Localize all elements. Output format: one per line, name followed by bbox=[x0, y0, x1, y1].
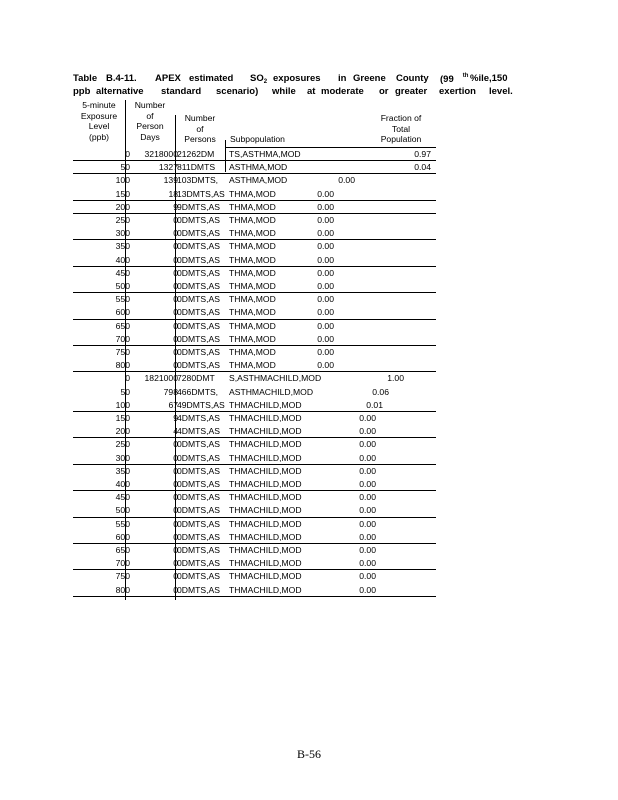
cell-persons: 103DMTS, bbox=[177, 175, 219, 186]
cell-persons: 0DMTS,AS bbox=[177, 452, 220, 463]
cell-person-days: 0 bbox=[173, 241, 178, 252]
caption-word: estimated bbox=[189, 73, 234, 84]
cell-exposure-level: 750 bbox=[115, 347, 130, 357]
cell-exposure-level: 400 bbox=[115, 479, 130, 489]
cell-exposure-level: 50 bbox=[120, 162, 130, 173]
cell-persons: 0DMTS,AS bbox=[177, 215, 220, 225]
row-divider bbox=[73, 239, 436, 240]
page-number: B-56 bbox=[297, 747, 321, 761]
cell-fraction: 0.00 bbox=[317, 307, 334, 318]
cell-subpopulation: THMA,MOD bbox=[229, 201, 276, 212]
cell-person-days: 18 bbox=[168, 188, 178, 199]
cell-persons: 0DMTS,AS bbox=[177, 267, 220, 278]
cell-fraction: 0.00 bbox=[359, 439, 376, 450]
cell-person-days: 9 bbox=[173, 201, 178, 212]
header-text: Persons bbox=[184, 134, 216, 145]
cell-person-days: 0 bbox=[173, 492, 178, 503]
cell-persons: 9DMTS,AS bbox=[177, 201, 220, 212]
cell-persons: 0DMTS,AS bbox=[177, 228, 220, 239]
cell-persons: 0DMTS,AS bbox=[177, 320, 220, 331]
cell-persons: 0DMTS,AS bbox=[177, 531, 220, 542]
cell-fraction: 0.00 bbox=[317, 281, 334, 291]
cell-subpopulation: THMACHILD,MOD bbox=[229, 545, 302, 555]
cell-person-days: 1327 bbox=[158, 162, 178, 173]
row-divider bbox=[73, 517, 436, 518]
cell-persons: 0DMTS,AS bbox=[177, 254, 220, 265]
caption-99: (99 bbox=[440, 74, 454, 85]
table-row bbox=[73, 465, 436, 478]
row-divider bbox=[73, 596, 436, 597]
cell-fraction: 0.00 bbox=[338, 175, 355, 186]
cell-person-days: 0 bbox=[173, 479, 178, 489]
cell-persons: 21262DM bbox=[177, 149, 215, 159]
caption-word: in bbox=[338, 73, 347, 84]
cell-exposure-level: 350 bbox=[115, 241, 130, 252]
header-person-days bbox=[125, 100, 175, 142]
cell-exposure-level: 300 bbox=[115, 228, 130, 239]
header-text: 5-minute bbox=[82, 100, 116, 110]
cell-persons: 0DMTS,AS bbox=[177, 584, 220, 595]
cell-persons: 0DMTS,AS bbox=[177, 465, 220, 476]
row-divider bbox=[73, 411, 436, 412]
cell-subpopulation: THMACHILD,MOD bbox=[229, 399, 302, 410]
cell-exposure-level: 650 bbox=[115, 320, 130, 331]
cell-fraction: 0.00 bbox=[359, 571, 376, 582]
cell-fraction: 0.00 bbox=[359, 413, 376, 423]
cell-person-days: 798 bbox=[163, 386, 178, 397]
cell-persons: 0DMTS,AS bbox=[177, 360, 220, 371]
row-divider bbox=[73, 173, 436, 174]
caption-word: ppb bbox=[73, 86, 91, 97]
cell-fraction: 0.00 bbox=[317, 201, 334, 212]
cell-exposure-level: 550 bbox=[115, 518, 130, 529]
cell-person-days: 1821000 bbox=[144, 373, 178, 384]
cell-exposure-level: 0 bbox=[125, 373, 130, 384]
header-text: Number bbox=[184, 113, 216, 123]
cell-exposure-level: 600 bbox=[115, 531, 130, 542]
cell-subpopulation: THMACHILD,MOD bbox=[229, 558, 302, 569]
cell-subpopulation: THMA,MOD bbox=[229, 360, 276, 371]
caption-word: while bbox=[272, 86, 296, 97]
cell-persons: 0DMTS,AS bbox=[177, 505, 220, 516]
cell-person-days: 0 bbox=[173, 531, 178, 542]
table-row bbox=[73, 584, 436, 597]
table-row bbox=[73, 214, 436, 227]
cell-fraction: 0.00 bbox=[317, 320, 334, 331]
cell-subpopulation: THMACHILD,MOD bbox=[229, 571, 302, 582]
cell-subpopulation: THMA,MOD bbox=[229, 347, 276, 357]
table-row bbox=[73, 333, 436, 346]
cell-subpopulation: THMA,MOD bbox=[229, 241, 276, 252]
cell-subpopulation: THMACHILD,MOD bbox=[229, 452, 302, 463]
header-text: of bbox=[146, 110, 154, 121]
cell-person-days: 139 bbox=[163, 175, 178, 186]
cell-exposure-level: 400 bbox=[115, 254, 130, 265]
cell-fraction: 0.00 bbox=[359, 531, 376, 542]
cell-persons: 0DMTS,AS bbox=[177, 294, 220, 305]
cell-exposure-level: 700 bbox=[115, 558, 130, 569]
header-subpopulation bbox=[230, 134, 285, 145]
cell-fraction: 0.00 bbox=[359, 545, 376, 555]
table-row bbox=[73, 306, 436, 319]
row-divider bbox=[73, 464, 436, 465]
header-text: Person bbox=[136, 121, 164, 132]
caption-word: standard bbox=[161, 86, 202, 97]
cell-persons: 0DMTS,AS bbox=[177, 492, 220, 503]
header-text: Exposure bbox=[80, 110, 118, 121]
cell-fraction: 0.00 bbox=[317, 333, 334, 344]
caption-word: scenario) bbox=[216, 86, 259, 97]
cell-person-days: 0 bbox=[173, 545, 178, 555]
cell-fraction: 0.97 bbox=[414, 149, 431, 159]
caption-word: at bbox=[307, 86, 316, 97]
cell-subpopulation: THMACHILD,MOD bbox=[229, 413, 302, 423]
cell-person-days: 0 bbox=[173, 333, 178, 344]
cell-exposure-level: 50 bbox=[120, 386, 130, 397]
header-text: Days bbox=[140, 131, 160, 142]
cell-fraction: 0.00 bbox=[317, 254, 334, 265]
header-text: Population bbox=[380, 134, 422, 145]
cell-fraction: 0.00 bbox=[359, 518, 376, 529]
cell-persons: 0DMTS,AS bbox=[177, 518, 220, 529]
row-divider bbox=[73, 319, 436, 320]
cell-subpopulation: ASTHMA,MOD bbox=[229, 175, 288, 186]
cell-subpopulation: ASTHMACHILD,MOD bbox=[229, 386, 314, 397]
table-row bbox=[73, 531, 436, 544]
cell-person-days: 0 bbox=[173, 281, 178, 291]
cell-exposure-level: 150 bbox=[115, 413, 130, 423]
header-text: (ppb) bbox=[88, 131, 110, 142]
cell-fraction: 0.00 bbox=[359, 505, 376, 516]
header-text: Level bbox=[88, 121, 110, 132]
cell-exposure-level: 650 bbox=[115, 545, 130, 555]
cell-person-days: 67 bbox=[168, 399, 178, 410]
cell-subpopulation: THMA,MOD bbox=[229, 267, 276, 278]
table-row bbox=[73, 491, 436, 504]
cell-fraction: 0.00 bbox=[359, 558, 376, 569]
header-text: of bbox=[196, 123, 204, 134]
caption-so: SO bbox=[250, 73, 264, 84]
cell-subpopulation: THMACHILD,MOD bbox=[229, 439, 302, 450]
cell-persons: 0DMTS,AS bbox=[177, 333, 220, 344]
table-row bbox=[73, 188, 436, 201]
header-text: Fraction of bbox=[380, 113, 422, 123]
caption-word: Table bbox=[73, 73, 98, 84]
cell-subpopulation: THMACHILD,MOD bbox=[229, 518, 302, 529]
cell-fraction: 0.00 bbox=[317, 360, 334, 371]
caption-word: moderate bbox=[321, 86, 364, 97]
cell-subpopulation: THMACHILD,MOD bbox=[229, 426, 302, 437]
table-row bbox=[73, 438, 436, 451]
table-row bbox=[73, 267, 436, 280]
table-row bbox=[73, 412, 436, 425]
cell-fraction: 0.00 bbox=[317, 188, 334, 199]
table-row bbox=[73, 174, 436, 187]
cell-person-days: 0 bbox=[173, 294, 178, 305]
row-divider bbox=[73, 345, 436, 346]
cell-subpopulation: THMACHILD,MOD bbox=[229, 584, 302, 595]
cell-persons: 0DMTS,AS bbox=[177, 545, 220, 555]
table-row bbox=[73, 320, 436, 333]
cell-persons: 811DMTS bbox=[177, 162, 216, 173]
cell-fraction: 0.00 bbox=[317, 241, 334, 252]
caption-word: exposures bbox=[273, 73, 321, 84]
caption-subscript: 2 bbox=[263, 79, 268, 85]
table-row bbox=[73, 544, 436, 557]
cell-exposure-level: 250 bbox=[115, 215, 130, 225]
cell-subpopulation: S,ASTHMACHILD,MOD bbox=[229, 373, 322, 384]
cell-person-days: 0 bbox=[173, 307, 178, 318]
cell-subpopulation: ASTHMA,MOD bbox=[229, 162, 288, 173]
cell-subpopulation: THMA,MOD bbox=[229, 281, 276, 291]
cell-person-days: 0 bbox=[173, 452, 178, 463]
table-row bbox=[73, 346, 436, 359]
cell-persons: 49DMTS,AS bbox=[177, 399, 225, 410]
table-row bbox=[73, 425, 436, 438]
cell-subpopulation: THMACHILD,MOD bbox=[229, 479, 302, 489]
cell-exposure-level: 300 bbox=[115, 452, 130, 463]
table-row bbox=[73, 452, 436, 465]
header-persons bbox=[175, 113, 225, 145]
cell-exposure-level: 200 bbox=[115, 201, 130, 212]
table-row bbox=[73, 280, 436, 293]
table-row bbox=[73, 504, 436, 517]
cell-exposure-level: 200 bbox=[115, 426, 130, 437]
cell-exposure-level: 500 bbox=[115, 505, 130, 516]
cell-subpopulation: THMA,MOD bbox=[229, 188, 276, 199]
row-divider bbox=[73, 437, 436, 438]
cell-persons: 0DMTS,AS bbox=[177, 479, 220, 489]
header-text: Total bbox=[391, 123, 411, 134]
cell-persons: 0DMTS,AS bbox=[177, 347, 220, 357]
cell-subpopulation: THMA,MOD bbox=[229, 307, 276, 318]
cell-fraction: 0.00 bbox=[317, 215, 334, 225]
cell-person-days: 0 bbox=[173, 558, 178, 569]
cell-fraction: 1.00 bbox=[387, 373, 404, 384]
table-row bbox=[73, 240, 436, 253]
cell-persons: 13DMTS,AS bbox=[177, 188, 225, 199]
cell-exposure-level: 350 bbox=[115, 465, 130, 476]
caption-word: Greene bbox=[353, 73, 386, 84]
cell-subpopulation: THMA,MOD bbox=[229, 254, 276, 265]
cell-subpopulation: THMA,MOD bbox=[229, 215, 276, 225]
row-divider bbox=[73, 160, 436, 161]
cell-person-days: 9 bbox=[173, 413, 178, 423]
cell-persons: 0DMTS,AS bbox=[177, 558, 220, 569]
cell-exposure-level: 800 bbox=[115, 360, 130, 371]
cell-fraction: 0.00 bbox=[359, 479, 376, 489]
table-row bbox=[73, 372, 436, 385]
cell-fraction: 0.00 bbox=[359, 426, 376, 437]
table-row bbox=[73, 254, 436, 267]
cell-exposure-level: 800 bbox=[115, 584, 130, 595]
table-caption bbox=[73, 73, 513, 99]
cell-subpopulation: THMACHILD,MOD bbox=[229, 505, 302, 516]
cell-exposure-level: 150 bbox=[115, 188, 130, 199]
table-row bbox=[73, 227, 436, 240]
cell-exposure-level: 550 bbox=[115, 294, 130, 305]
cell-exposure-level: 450 bbox=[115, 267, 130, 278]
cell-person-days: 4 bbox=[173, 426, 178, 437]
caption-line-2 bbox=[73, 86, 513, 99]
cell-fraction: 0.04 bbox=[414, 162, 431, 173]
cell-subpopulation: THMA,MOD bbox=[229, 228, 276, 239]
cell-person-days: 0 bbox=[173, 267, 178, 278]
cell-persons: 7280DMT bbox=[177, 373, 215, 384]
table-row bbox=[73, 201, 436, 214]
cell-persons: 4DMTS,AS bbox=[177, 413, 220, 423]
table-row bbox=[73, 359, 436, 372]
table-row bbox=[73, 478, 436, 491]
row-divider bbox=[73, 543, 436, 544]
cell-exposure-level: 100 bbox=[115, 399, 130, 410]
cell-persons: 0DMTS,AS bbox=[177, 241, 220, 252]
caption-word: or bbox=[379, 86, 389, 97]
row-divider bbox=[73, 200, 436, 201]
cell-fraction: 0.00 bbox=[359, 465, 376, 476]
cell-person-days: 0 bbox=[173, 254, 178, 265]
row-divider bbox=[73, 213, 436, 214]
table-row bbox=[73, 148, 436, 161]
row-divider bbox=[73, 266, 436, 267]
cell-persons: 0DMTS,AS bbox=[177, 571, 220, 582]
caption-word: alternative bbox=[96, 86, 144, 97]
cell-subpopulation: THMA,MOD bbox=[229, 294, 276, 305]
table-row bbox=[73, 557, 436, 570]
cell-persons: 4DMTS,AS bbox=[177, 426, 220, 437]
cell-subpopulation: TS,ASTHMA,MOD bbox=[229, 149, 301, 159]
cell-fraction: 0.00 bbox=[359, 452, 376, 463]
cell-person-days: 0 bbox=[173, 584, 178, 595]
header-text: Subpopulation bbox=[230, 134, 285, 144]
cell-person-days: 0 bbox=[173, 360, 178, 371]
caption-word: APEX bbox=[155, 73, 181, 84]
cell-persons: 0DMTS,AS bbox=[177, 439, 220, 450]
cell-person-days: 0 bbox=[173, 571, 178, 582]
cell-exposure-level: 100 bbox=[115, 175, 130, 186]
cell-exposure-level: 500 bbox=[115, 281, 130, 291]
caption-superscript: th bbox=[462, 73, 469, 79]
caption-word: B.4-11. bbox=[106, 73, 137, 84]
header-exposure-level bbox=[73, 100, 125, 142]
cell-exposure-level: 750 bbox=[115, 571, 130, 582]
row-divider bbox=[73, 490, 436, 491]
cell-exposure-level: 600 bbox=[115, 307, 130, 318]
caption-word: exertion bbox=[439, 86, 476, 97]
cell-person-days: 0 bbox=[173, 518, 178, 529]
cell-fraction: 0.00 bbox=[317, 228, 334, 239]
table-row bbox=[73, 293, 436, 306]
caption-word bbox=[440, 73, 468, 85]
cell-exposure-level: 250 bbox=[115, 439, 130, 450]
cell-fraction: 0.00 bbox=[317, 294, 334, 305]
caption-word bbox=[250, 73, 267, 85]
table-row bbox=[73, 518, 436, 531]
cell-persons: 466DMTS, bbox=[177, 386, 219, 397]
cell-subpopulation: THMACHILD,MOD bbox=[229, 465, 302, 476]
cell-person-days: 0 bbox=[173, 320, 178, 331]
cell-fraction: 0.00 bbox=[359, 584, 376, 595]
caption-word: level. bbox=[489, 86, 513, 97]
table-row bbox=[73, 399, 436, 412]
caption-word: County bbox=[396, 73, 429, 84]
row-divider bbox=[73, 569, 436, 570]
row-divider bbox=[73, 371, 436, 372]
caption-word: %ile,150 bbox=[470, 73, 508, 84]
cell-person-days: 0 bbox=[173, 439, 178, 450]
cell-subpopulation: THMA,MOD bbox=[229, 333, 276, 344]
cell-person-days: 0 bbox=[173, 347, 178, 357]
cell-subpopulation: THMA,MOD bbox=[229, 320, 276, 331]
table-row bbox=[73, 161, 436, 174]
cell-person-days: 0 bbox=[173, 505, 178, 516]
cell-subpopulation: THMACHILD,MOD bbox=[229, 492, 302, 503]
cell-exposure-level: 0 bbox=[125, 149, 130, 159]
cell-exposure-level: 700 bbox=[115, 333, 130, 344]
cell-person-days: 0 bbox=[173, 215, 178, 225]
cell-fraction: 0.00 bbox=[317, 347, 334, 357]
cell-fraction: 0.06 bbox=[372, 386, 389, 397]
cell-person-days: 0 bbox=[173, 465, 178, 476]
cell-fraction: 0.00 bbox=[317, 267, 334, 278]
cell-exposure-level: 450 bbox=[115, 492, 130, 503]
cell-subpopulation: THMACHILD,MOD bbox=[229, 531, 302, 542]
cell-person-days: 3218000 bbox=[144, 149, 178, 159]
header-fraction bbox=[365, 113, 437, 145]
table-row bbox=[73, 386, 436, 399]
table-row bbox=[73, 570, 436, 583]
cell-fraction: 0.00 bbox=[359, 492, 376, 503]
row-divider bbox=[225, 147, 436, 148]
caption-line-1 bbox=[73, 73, 513, 86]
cell-fraction: 0.01 bbox=[366, 399, 383, 410]
header-text: Number bbox=[134, 100, 166, 110]
row-divider bbox=[73, 292, 436, 293]
caption-word: greater bbox=[395, 86, 428, 97]
cell-persons: 0DMTS,AS bbox=[177, 281, 220, 291]
cell-persons: 0DMTS,AS bbox=[177, 307, 220, 318]
cell-person-days: 0 bbox=[173, 228, 178, 239]
